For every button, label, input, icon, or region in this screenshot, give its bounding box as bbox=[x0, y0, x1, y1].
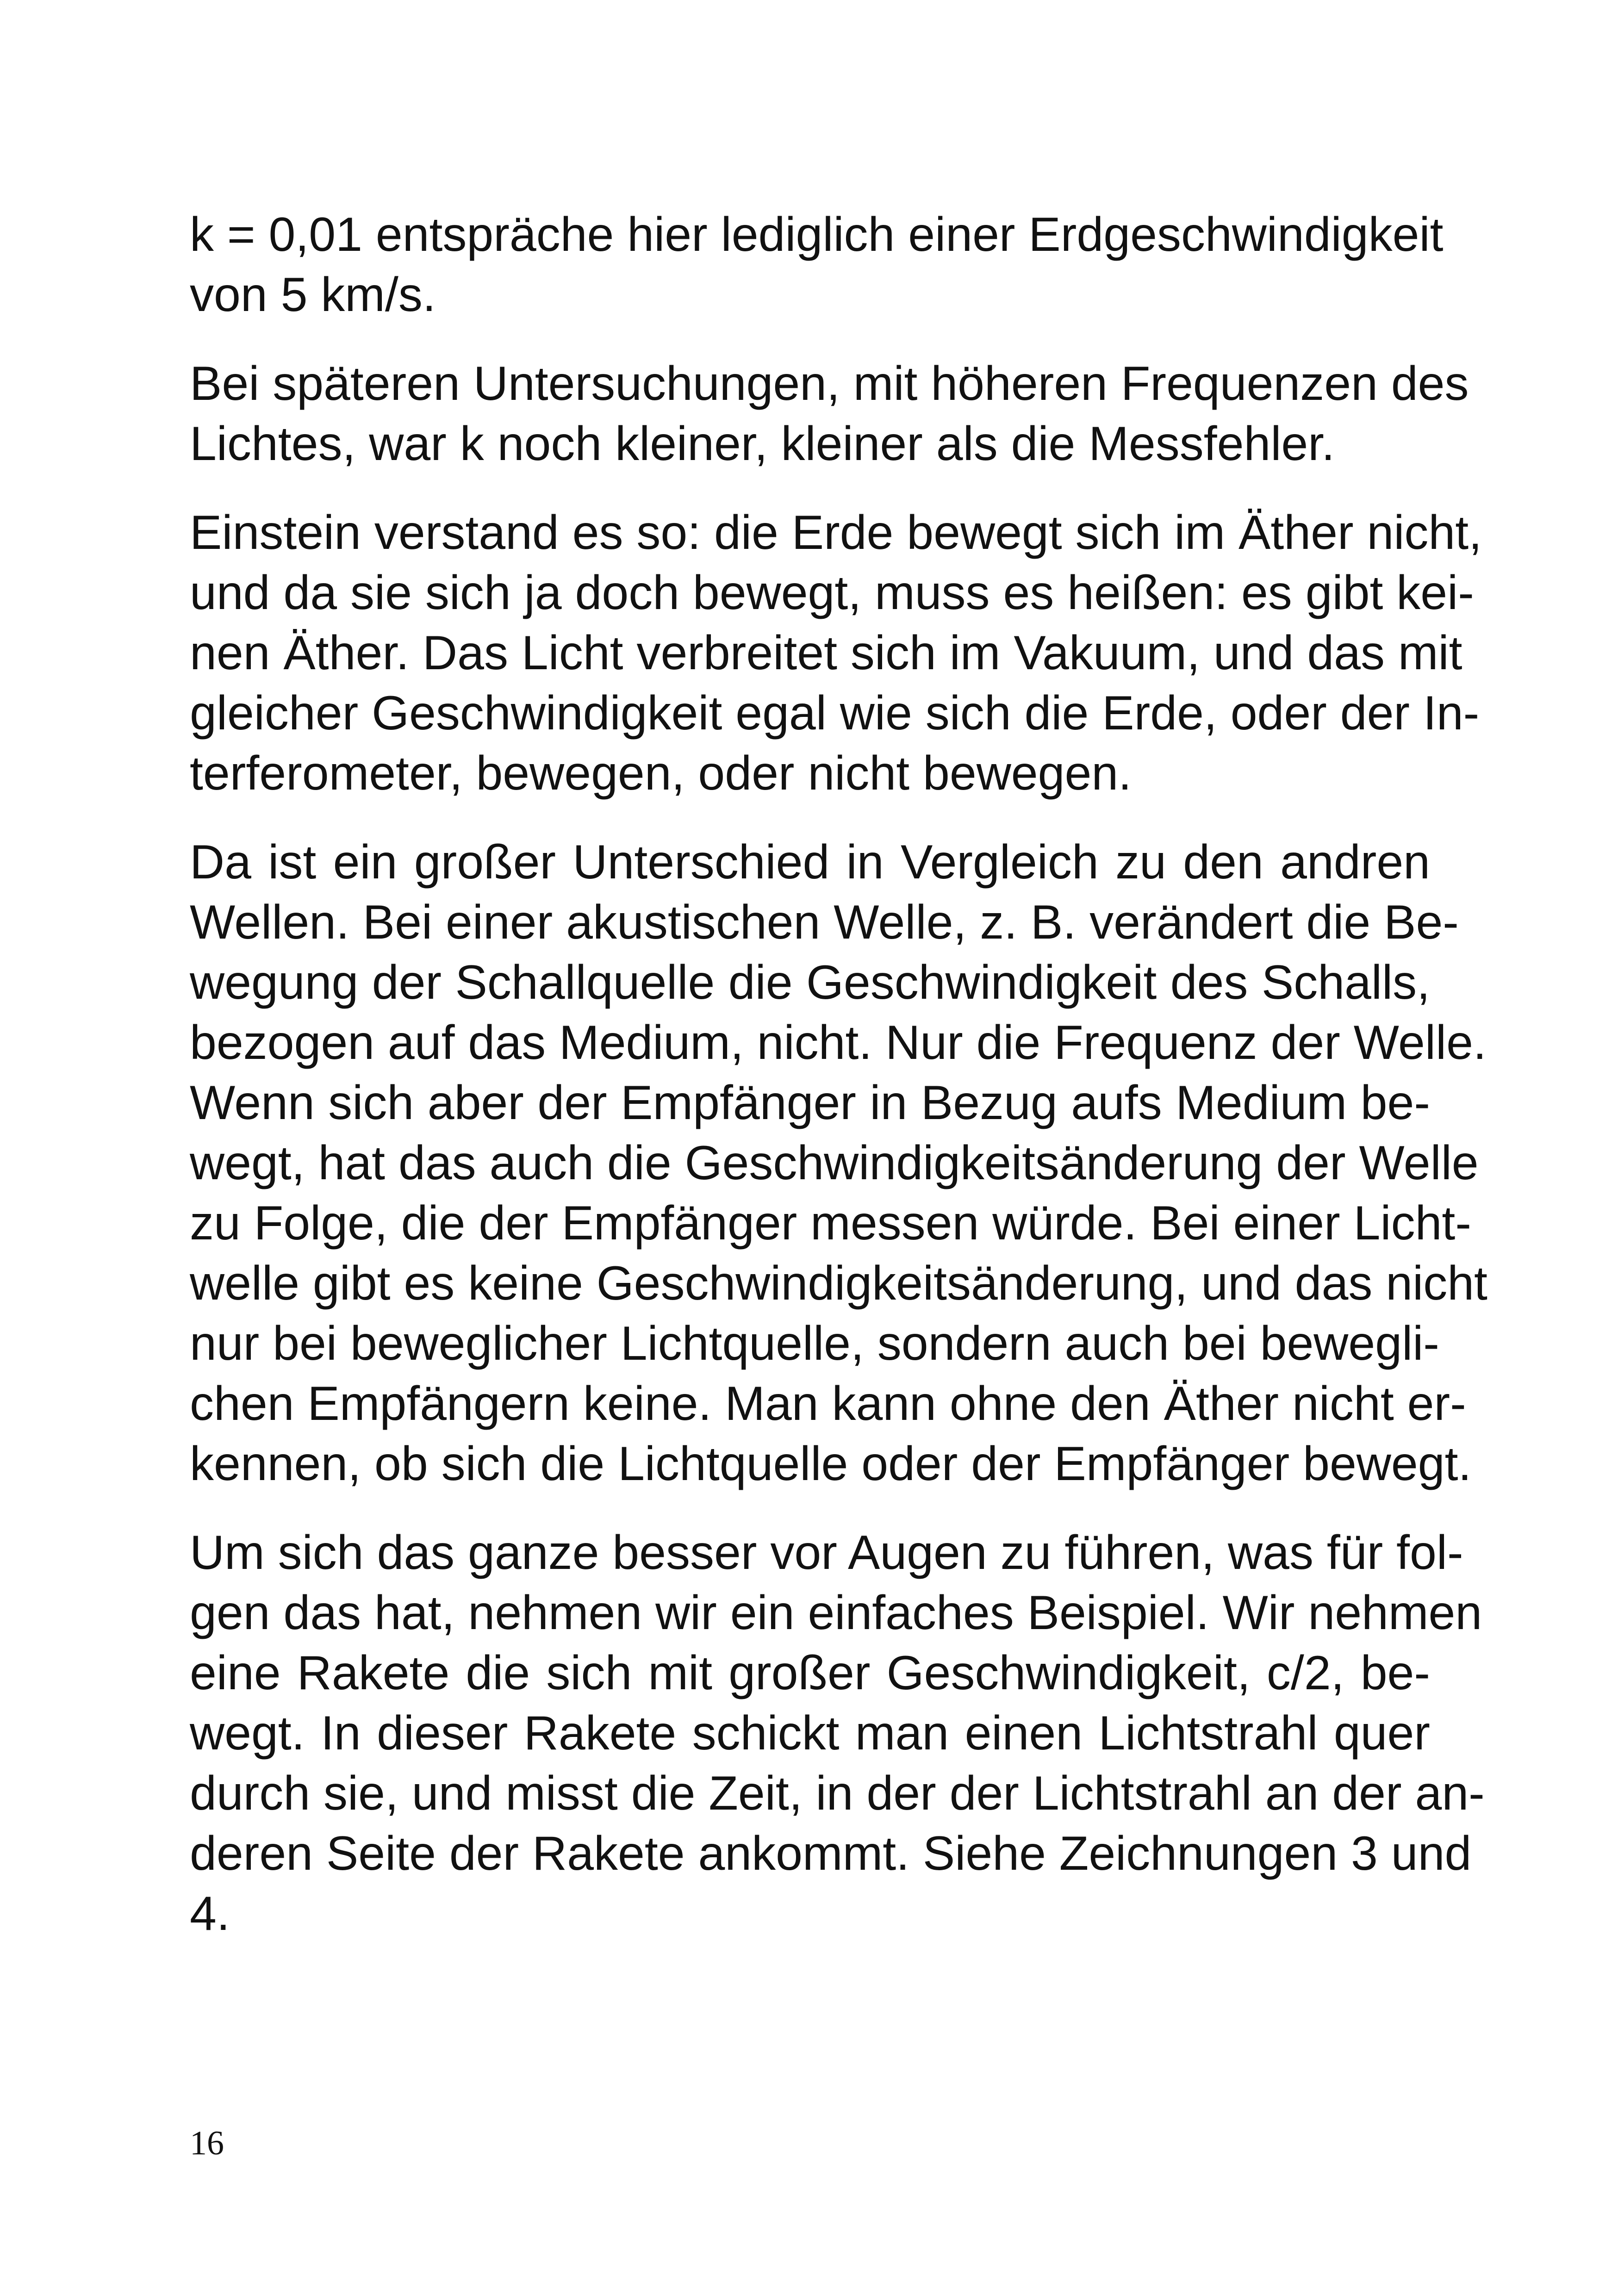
text-line: Lichtes, war k noch kleiner, kleiner als die Messfehler. bbox=[190, 417, 1335, 471]
text-line: welle gibt es keine Geschwindigkeitsänderung, und das nicht bbox=[190, 1257, 1487, 1310]
paragraph bbox=[190, 205, 1444, 325]
text-line: gen das hat, nehmen wir ein einfaches Beispiel. Wir nehmen bbox=[190, 1586, 1482, 1640]
paragraph bbox=[190, 1523, 1485, 1944]
page-number: 16 bbox=[190, 2124, 224, 2162]
text-line: bezogen auf das Medium, nicht. Nur die Frequenz der Welle. bbox=[190, 1016, 1487, 1070]
text-line: k = 0,01 entspräche hier lediglich einer Erdgeschwindigkeit bbox=[190, 208, 1444, 261]
paragraph bbox=[190, 832, 1487, 1494]
text-line: kennen, ob sich die Lichtquelle oder der Empfänger bewegt. bbox=[190, 1437, 1472, 1491]
text-line: wegt. In dieser Rakete schickt man einen Lichtstrahl quer bbox=[190, 1706, 1430, 1760]
text-line: Wellen. Bei einer akustischen Welle, z. B. verändert die Be- bbox=[190, 896, 1459, 949]
text-line: gleicher Geschwindigkeit egal wie sich die Erde, oder der In- bbox=[190, 686, 1480, 740]
text-line: 4. bbox=[190, 1887, 230, 1941]
text-line: zu Folge, die der Empfänger messen würde. Bei einer Licht- bbox=[190, 1196, 1471, 1250]
text-line: Wenn sich aber der Empfänger in Bezug aufs Medium be- bbox=[190, 1076, 1430, 1130]
text-line: eine Rakete die sich mit großer Geschwindigkeit, c/2, be- bbox=[190, 1646, 1430, 1700]
text-line: durch sie, und misst die Zeit, in der der Lichtstrahl an der an- bbox=[190, 1767, 1485, 1820]
paragraph bbox=[190, 354, 1469, 474]
text-line: von 5 km/s. bbox=[190, 268, 436, 322]
text-line: wegt, hat das auch die Geschwindigkeitsänderung der Welle bbox=[190, 1136, 1479, 1190]
body-text bbox=[190, 205, 1487, 1972]
text-line: Bei späteren Untersuchungen, mit höheren Frequenzen des bbox=[190, 357, 1469, 411]
text-line: nur bei beweglicher Lichtquelle, sondern auch bei bewegli- bbox=[190, 1317, 1439, 1370]
text-line: Da ist ein großer Unterschied in Vergleich zu den andren bbox=[190, 835, 1430, 889]
text-line: wegung der Schallquelle die Geschwindigkeit des Schalls, bbox=[190, 956, 1430, 1009]
text-line: Um sich das ganze besser vor Augen zu führen, was für fol- bbox=[190, 1526, 1463, 1580]
text-line: deren Seite der Rakete ankommt. Siehe Zeichnungen 3 und bbox=[190, 1827, 1472, 1880]
paragraph bbox=[190, 503, 1482, 803]
text-line: und da sie sich ja doch bewegt, muss es heißen: es gibt kei- bbox=[190, 566, 1474, 620]
text-line: Einstein verstand es so: die Erde bewegt sich im Äther nicht, bbox=[190, 506, 1482, 560]
text-line: chen Empfängern keine. Man kann ohne den Äther nicht er- bbox=[190, 1377, 1466, 1431]
text-line: terferometer, bewegen, oder nicht bewegen. bbox=[190, 747, 1132, 800]
text-line: nen Äther. Das Licht verbreitet sich im Vakuum, und das mit bbox=[190, 626, 1462, 680]
